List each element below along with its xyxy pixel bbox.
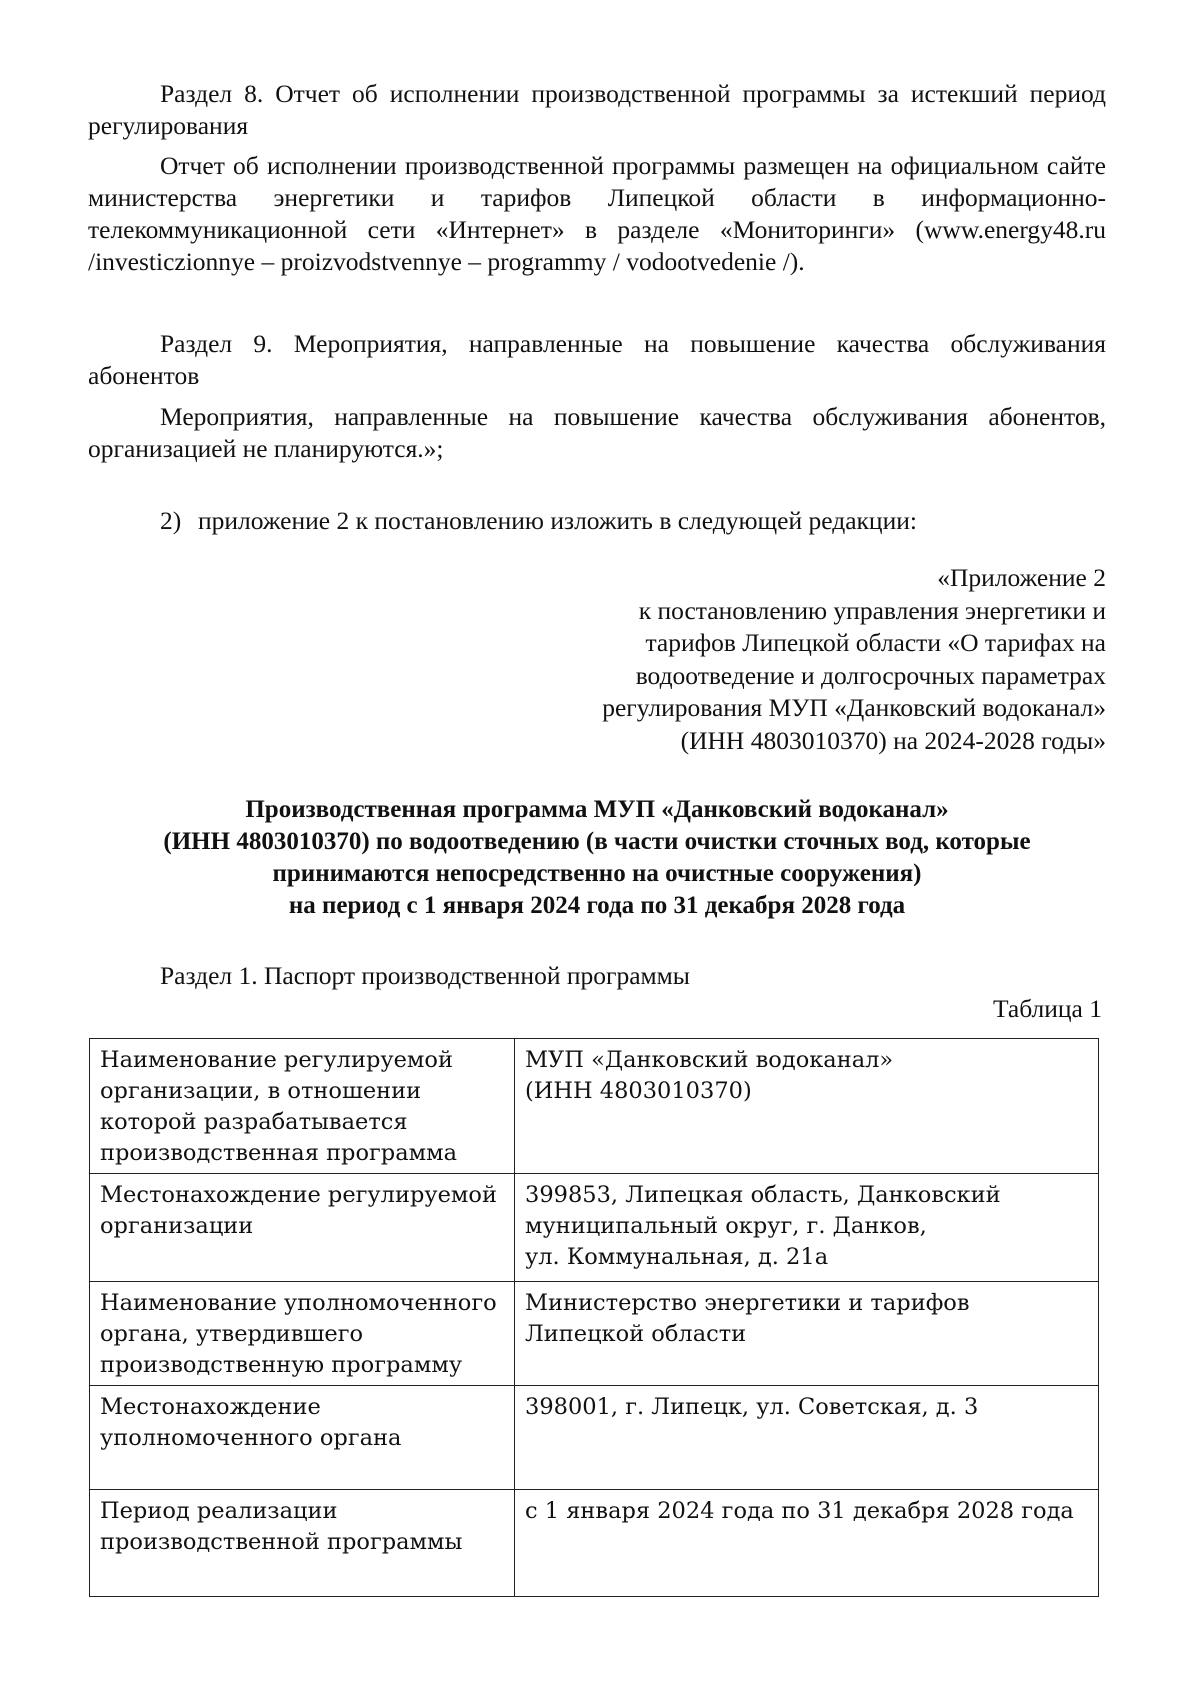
program-title-line: Производственная программа МУП «Данковский водоканал» [245,796,949,823]
cell-text: ул. Коммунальная, д. 21а [525,1244,829,1270]
cell-text: Местонахождение [100,1394,321,1420]
cell-text: Местонахождение регулируемой [100,1182,497,1208]
table-caption: Таблица 1 [992,994,1102,1023]
table-cell-label [90,1282,515,1386]
cell-text: 399853, Липецкая область, Данковский [525,1182,1001,1208]
program-title-line: (ИНН 4803010370) по водоотведению (в части очистки сточных вод, которые [163,828,1031,855]
cell-text: 398001, г. Липецк, ул. Советская, д. 3 [525,1394,979,1420]
cell-text: Наименование уполномоченного [100,1290,497,1316]
section-1-heading: Раздел 1. Паспорт производственной программы [160,961,690,990]
cell-text: производственная программа [100,1140,458,1166]
cell-text: с 1 января 2024 года по 31 декабря 2028 года [525,1498,1074,1524]
appendix-line: «Приложение 2 [937,563,1106,592]
table-cell-label [90,1386,515,1490]
cell-text: Наименование регулируемой [100,1047,453,1073]
table-cell-value [515,1039,1099,1174]
cell-text: Период реализации [100,1498,338,1524]
table-cell-value [515,1282,1099,1386]
program-title [88,794,1106,922]
table-row [90,1174,1099,1282]
cell-text: (ИНН 4803010370) [525,1078,752,1104]
appendix-line: (ИНН 4803010370) на 2024-2028 годы» [680,725,1106,755]
cell-text: производственную программу [100,1352,463,1378]
table-row [90,1039,1099,1174]
cell-text: МУП «Данковский водоканал» [525,1047,894,1073]
appendix-header [546,562,1106,757]
cell-text: организации [100,1213,254,1239]
cell-text: Липецкой области [525,1321,747,1347]
cell-text: организации, в отношении [100,1078,422,1104]
cell-text: органа, утвердившего [100,1321,364,1347]
table-cell-label [90,1490,515,1597]
table-row [90,1490,1099,1597]
list-item-text: приложение 2 к постановлению изложить в следующей редакции: [198,506,917,535]
program-title-line: на период с 1 января 2024 года по 31 декабря 2028 года [288,892,906,919]
section-8-heading: Раздел 8. Отчет об исполнении производственной программы за истекший период регулирования [88,79,1106,140]
table-cell-value [515,1386,1099,1490]
cell-text: Министерство энергетики и тарифов [525,1290,970,1316]
cell-text: которой разрабатывается [100,1109,408,1135]
section-8-text: Отчет об исполнении производственной программы размещен на официальном сайте министерства энергетики и тарифов Липецкой области в информационно-телекоммуникационной сети «Интернет» в разделе «Мониторинги» (www.energy48.ru /investiczionnye – proizvodstvennye – programmy / vodootvedenie /). [88,151,1106,276]
passport-table [89,1038,1099,1597]
appendix-line: водоотведение и долгосрочных параметрах [635,660,1106,690]
list-item-2 [160,505,1106,537]
table-cell-value [515,1174,1099,1282]
list-item-number: 2) [160,506,182,535]
table-cell-label [90,1174,515,1282]
program-title-line: принимаются непосредственно на очистные сооружения) [272,860,922,887]
section-9-text: Мероприятия, направленные на повышение качества обслуживания абонентов, организацией не планируются.»; [88,402,1106,463]
appendix-line: к постановлению управления энергетики и [638,595,1106,625]
table-cell-value [515,1490,1099,1597]
section-9-heading: Раздел 9. Мероприятия, направленные на повышение качества обслуживания абонентов [88,329,1106,390]
appendix-line: тарифов Липецкой области «О тарифах на [645,628,1106,657]
cell-text: муниципальный округ, г. Данков, [525,1213,927,1239]
table-cell-label [90,1039,515,1174]
appendix-line: регулирования МУП «Данковский водоканал» [602,693,1106,722]
table-row [90,1282,1099,1386]
cell-text: производственной программы [100,1529,463,1555]
table-row [90,1386,1099,1490]
cell-text: уполномоченного органа [100,1425,402,1451]
